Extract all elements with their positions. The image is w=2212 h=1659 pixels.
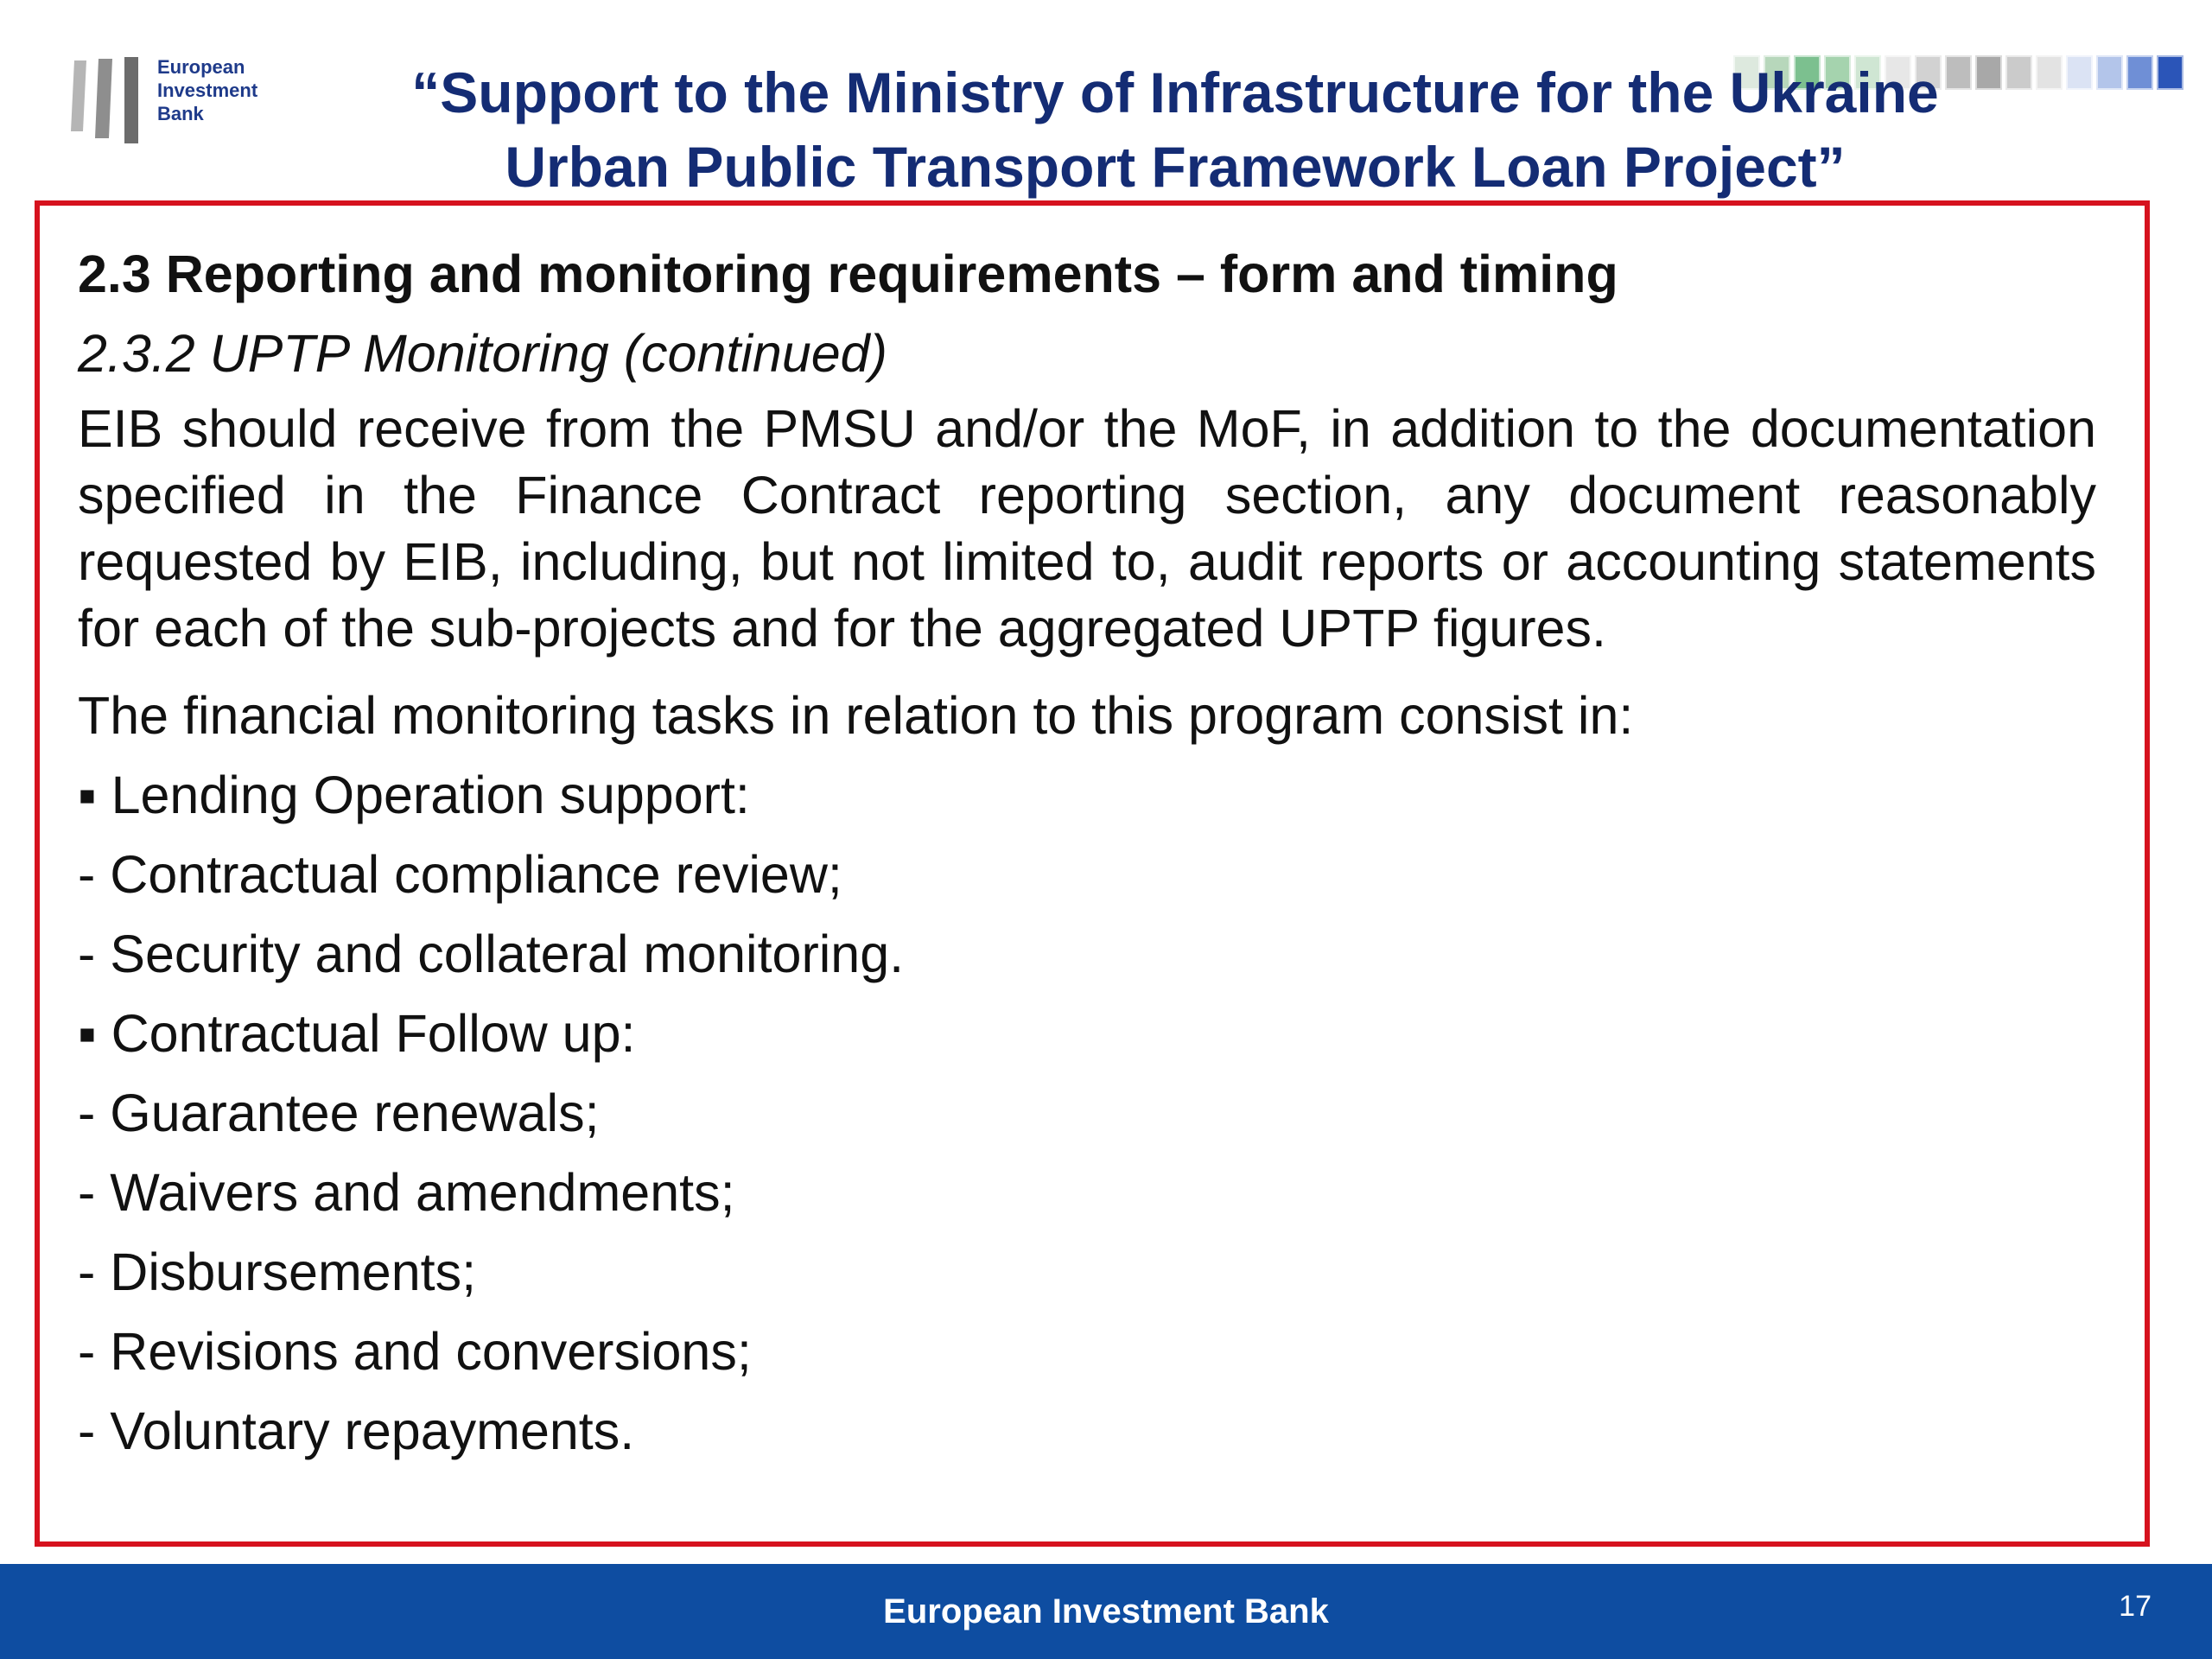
eib-logo-bars-icon — [67, 54, 145, 149]
page-title — [285, 55, 2065, 204]
list-item: - Disbursements; — [78, 1243, 477, 1301]
section-subheading: 2.3.2 UPTP Monitoring (continued) — [78, 324, 887, 383]
list-item: ▪ Lending Operation support: — [78, 766, 750, 824]
list-item: ▪ Contractual Follow up: — [78, 1004, 636, 1063]
footer-text: European Investment Bank — [883, 1592, 1329, 1630]
decor-square — [2096, 55, 2123, 90]
list-item: - Waivers and amendments; — [78, 1163, 735, 1222]
list-intro: The financial monitoring tasks in relation to this program consist in: — [78, 686, 1634, 745]
body-paragraph: EIB should receive from the PMSU and/or the MoF, in addition to the documentation specified in the Finance Contract reporting section, any document reasonably requested by EIB, including, but not limited to, audit reports or accounting statements for each of the sub-projects and for the aggregated UPTP figures. — [78, 399, 2096, 658]
decor-square — [2126, 55, 2153, 90]
list-item: - Guarantee renewals; — [78, 1084, 600, 1142]
eib-logo-text: European Investment Bank — [157, 56, 258, 124]
title-line-1: “Support to the Ministry of Infrastructure for the Ukraine — [411, 60, 1939, 124]
slide-content — [78, 235, 2096, 1471]
list-item: - Contractual compliance review; — [78, 845, 842, 904]
eib-logo — [67, 54, 292, 149]
section-heading: 2.3 Reporting and monitoring requirements – form and timing — [78, 245, 1618, 303]
list-item: - Security and collateral monitoring. — [78, 925, 905, 983]
decor-square — [2157, 55, 2183, 90]
list-item: - Revisions and conversions; — [78, 1322, 752, 1381]
list-item: - Voluntary repayments. — [78, 1402, 635, 1460]
footer-bar — [0, 1564, 2212, 1659]
page-number: 17 — [2119, 1590, 2152, 1623]
decor-square — [2066, 55, 2093, 90]
title-line-2: Urban Public Transport Framework Loan Project” — [505, 135, 1846, 199]
